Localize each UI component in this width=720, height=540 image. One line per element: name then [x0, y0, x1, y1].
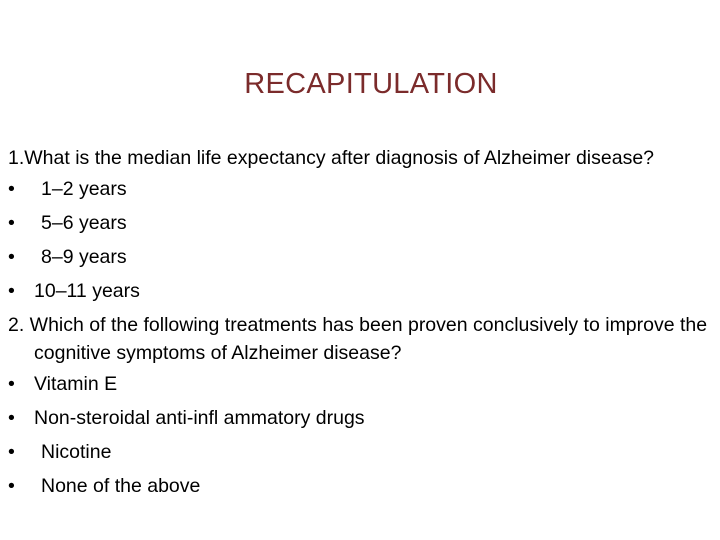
- bullet-icon: •: [8, 280, 15, 302]
- question-1-option-2: [8, 206, 713, 240]
- question-2-option-1: [8, 367, 713, 401]
- option-label: Nicotine: [41, 441, 112, 463]
- bullet-icon: •: [8, 178, 15, 200]
- bullet-icon: •: [8, 212, 15, 234]
- slide-content: [8, 144, 713, 503]
- bullet-icon: •: [8, 246, 15, 268]
- option-label: Non-steroidal anti-infl ammatory drugs: [34, 407, 365, 429]
- bullet-icon: •: [8, 475, 15, 497]
- option-label: 5–6 years: [41, 212, 127, 234]
- bullet-icon: •: [8, 441, 15, 463]
- question-1-option-4: [8, 274, 713, 308]
- option-label: 10–11 years: [34, 280, 140, 302]
- question-2-option-2: [8, 401, 713, 435]
- question-2-option-3: [8, 435, 713, 469]
- question-2-option-4: [8, 469, 713, 503]
- question-1-option-3: [8, 240, 713, 274]
- question-1: 1.What is the median life expectancy after diagnosis of Alzheimer disease?: [8, 147, 655, 169]
- bullet-icon: •: [8, 373, 15, 395]
- question-2: 2. Which of the following treatments has been proven conclusively to improve the cognitive symptoms of Alzheimer disease?: [8, 314, 708, 364]
- slide-title: RECAPITULATION: [244, 68, 498, 100]
- option-label: 8–9 years: [41, 246, 127, 268]
- question-1-option-1: [8, 172, 713, 206]
- bullet-icon: •: [8, 407, 15, 429]
- option-label: None of the above: [41, 475, 201, 497]
- option-label: 1–2 years: [41, 178, 127, 200]
- option-label: Vitamin E: [34, 373, 118, 395]
